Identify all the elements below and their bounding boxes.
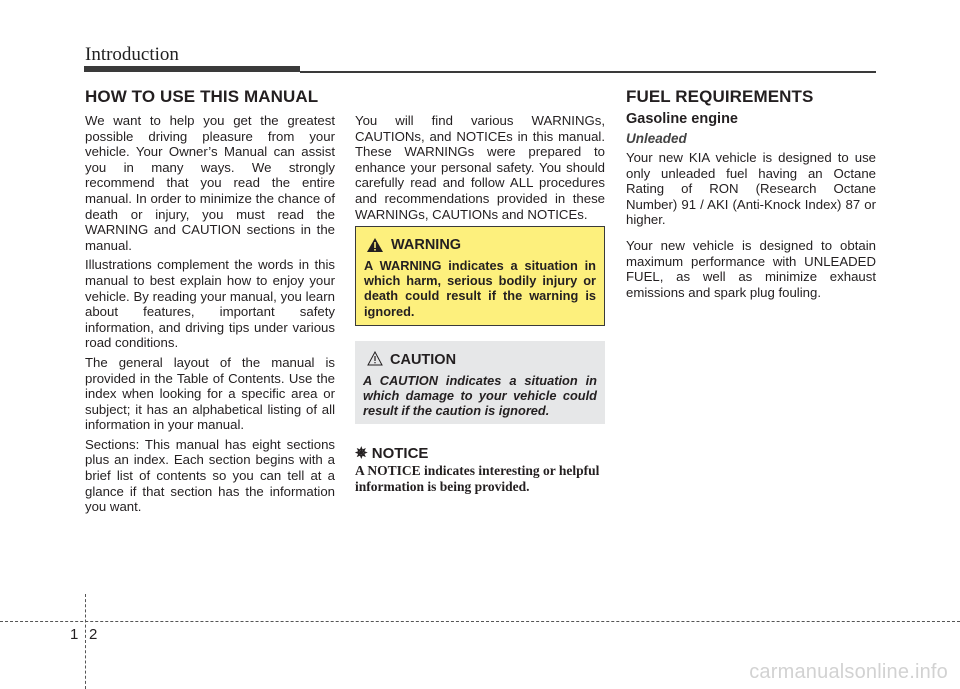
left-paragraph: Illustrations complement the words in this manual to best explain how to enjoy your vehicle. By reading your manual, you learn about features, important safety information, and driving tips under various road conditions. [85, 257, 335, 351]
right-column-body [626, 150, 876, 304]
warning-text: A WARNING indicates a situation in which harm, serious bodily injury or death could result if the warning is ignored. [364, 258, 596, 319]
notice-text: A NOTICE indicates interesting or helpful information is being provided. [355, 463, 600, 494]
fuel-requirements-heading: FUEL REQUIREMENTS [626, 87, 814, 106]
page-number: 2 [89, 626, 98, 643]
notice-star-icon: ✵ [355, 445, 368, 462]
warning-title: WARNING [391, 237, 462, 253]
header-rule-thin [300, 71, 876, 73]
right-paragraph: Your new vehicle is designed to obtain maximum performance with UNLEADED FUEL, as well as minimize exhaust emissions and spark plug fouling. [626, 237, 876, 300]
warning-triangle-icon [366, 237, 384, 258]
left-column-body [85, 113, 335, 519]
notice-title-row [355, 444, 428, 462]
section-number: 1 [70, 626, 79, 643]
caution-title: CAUTION [390, 352, 457, 368]
caution-text: A CAUTION indicates a situation in which damage to your vehicle could result if the caution is ignored. [363, 373, 597, 419]
notice-title: NOTICE [371, 445, 429, 462]
gasoline-engine-heading: Gasoline engine [626, 111, 738, 127]
right-paragraph: Your new KIA vehicle is designed to use only unleaded fuel having an Octane Rating of RON (Research Octane Number) 91 / AKI (Anti-Knock Index) 87 or higher. [626, 150, 876, 228]
unleaded-heading: Unleaded [626, 131, 687, 146]
warning-box [355, 226, 605, 326]
how-to-use-heading: HOW TO USE THIS MANUAL [85, 87, 319, 106]
left-paragraph: The general layout of the manual is provided in the Table of Contents. Use the index when looking for a specific area or subject; it has an alphabetical listing of all information in your manual. [85, 354, 335, 433]
page-header-title: Introduction [85, 44, 179, 65]
left-paragraph: Sections: This manual has eight sections plus an index. Each section begins with a brief list of contents so you can tell at a glance if that section has the information you want. [85, 436, 335, 515]
caution-box [355, 341, 605, 424]
middle-intro: You will find various WARNINGs, CAUTIONs, and NOTICEs in this manual. These WARNINGs were prepared to enhance your personal safety. You should carefully read and follow ALL procedures and recommendations provided in these WARNINGs, CAUTIONs and NOTICEs. [355, 113, 605, 222]
footer-crop-line-vertical [85, 594, 86, 689]
caution-triangle-icon [367, 351, 383, 371]
footer-crop-line-horizontal [0, 621, 960, 622]
header-rule-thick [84, 66, 300, 72]
watermark-text: carmanualsonline.info [749, 661, 948, 683]
left-paragraph: We want to help you get the greatest possible driving pleasure from your vehicle. Your Owner’s Manual can assist you in many ways. We strongly recommend that you read the entire manual. In order to minimize the chance of death or injury, you must read the WARNING and CAUTION sections in the manual. [85, 113, 335, 253]
